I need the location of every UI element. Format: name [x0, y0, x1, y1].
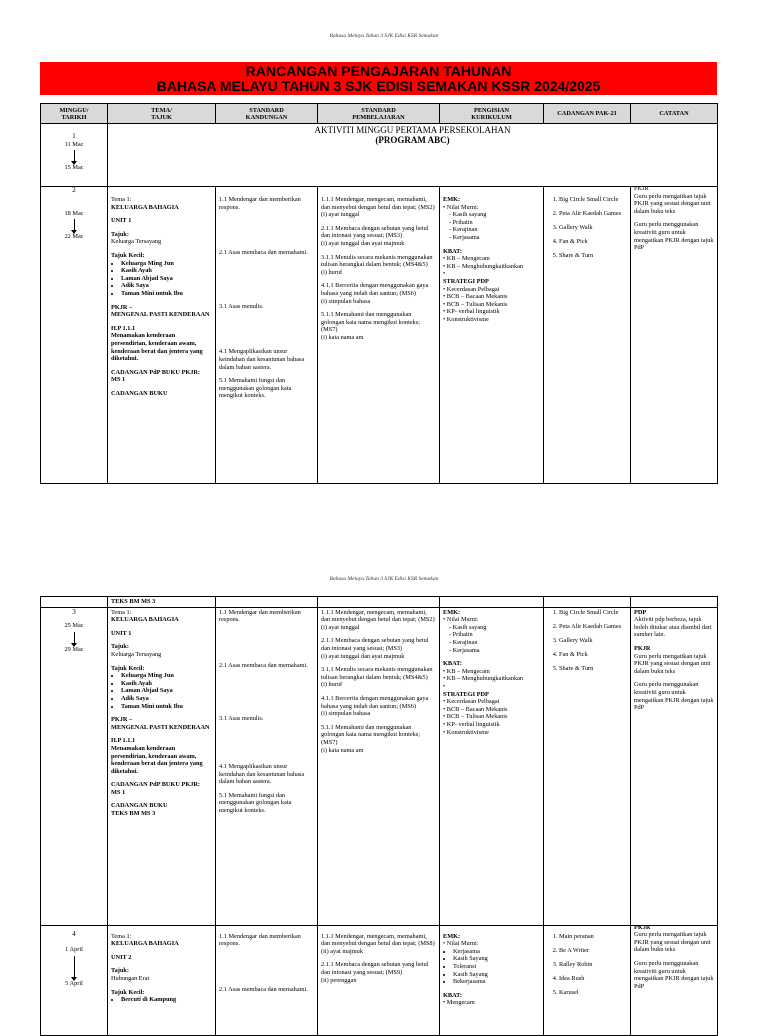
week3-pembelajaran-cell: 1.1.1 Mendengar, mengecam, memahami, dan menyebut dengan betul dan tepat; (MS2) (i) ayat tunggal 2.1.1 Membaca dengan sebutan yang betul dan intonasi yang sesuai; (MS3) (i) ayat tunggal dan ayat majmuk 3.1.1 Menulis secara mekanis menggunakan tulisan berangkai dalam bentuk; (MS4&5) (i) huruf 4.1.1 Bercerita dengan menggunakan gaya bahasa yang indah dan santun; (MS6) (i) simpulan bahasa 5.1.1 Memahami dan menggunakan golongan kata nama mengikut konteks; (MS7) (i) kata nama am — [318, 607, 440, 925]
week4-catatan-cell: PKJR Guru perlu mengaitkan tajuk PKJR yang sesuai dengan unit dalam buku teks Guru perlu menggunakan kreativiti guru untuk mengaitkan PKJR dengan tajuk PdP — [631, 925, 718, 1035]
week3-row — [41, 607, 718, 925]
plan-table-page2 — [40, 596, 718, 1036]
col-minggu: MINGGU/ TARIKH — [41, 104, 108, 124]
week3-tema-cell: Tema 1: KELUARGA BAHAGIA UNIT 1 Tajuk: Keluarga Tersayang Tajuk Kecil: • Keluarga Ming Jun • Kasih Ayah • Laman Abjad Saya • Adik Saya • Taman Mini untuk Ibu PKJR – MENGENAL PASTI KENDERAAN H.P 1.1.1 Menamakan kenderaan persendirian, kenderaan awam, kenderaan berat dan jentera yang diketahui. CADANGAN PdP BUKU PKJR: MS 1 CADANGAN BUKU TEKS BM MS 3 — [108, 607, 216, 925]
continuation-row — [41, 597, 718, 608]
week1-activity-cell: AKTIVITI MINGGU PERTAMA PERSEKOLAHAN (PROGRAM ABC) — [108, 124, 718, 187]
continuation-text: TEKS BM MS 3 — [108, 597, 216, 608]
week2-kandungan-cell: 1.1 Mendengar dan memberikan respons. 2.1 Asas membaca dan memahami. 3.1 Asas menulis. 4.1 Mengaplikasikan unsur keindahan dan kesantunan bahasa dalam bahan sastera. 5.1 Memahami fungsi dan menggunakan golongan kata mengikut konteks. — [216, 187, 318, 484]
arrow-down-icon — [74, 956, 75, 978]
week2-catatan-cell: PKJR Guru perlu mengaitkan tajuk PKJR yang sesuai dengan unit dalam buku teks Guru perlu menggunakan kreativiti guru untuk mengaitkan PKJR dengan tajuk PdP — [631, 187, 718, 484]
week2-row — [41, 187, 718, 484]
week4-pak21-cell: 1. Main peranan 2. Be A Writer 3. Ralley Robin 4. Idea Rush 5. Karusel — [544, 925, 631, 1035]
running-header: Bahasa Melayu Tahun 3 SJK Edisi KSR Semakan — [329, 33, 439, 39]
running-header-page2: Bahasa Melayu Tahun 3 SJK Edisi KSR Semakan — [329, 576, 439, 582]
week1-date-cell: 1 11 Mac 15 Mac — [41, 124, 108, 187]
week2-tema-cell: Tema 1: KELUARGA BAHAGIA UNIT 1 Tajuk: Keluarga Tersayang Tajuk Kecil: • Keluarga Ming Jun • Kasih Ayah • Laman Abjad Saya • Adik Saya • Taman Mini untuk Ibu PKJR – MENGENAL PASTI KENDERAAN H.P 1.1.1 Menamakan kenderaan persendirian, kenderaan awam, kenderaan berat dan jentera yang diketahui. CADANGAN PdP BUKU PKJR: MS 1 CADANGAN BUKU — [108, 187, 216, 484]
col-standard-kandungan: STANDARD KANDUNGAN — [216, 104, 318, 124]
week3-date-cell: 3 25 Mac 29 Mac — [41, 607, 108, 925]
col-tema: TEMA/ TAJUK — [108, 104, 216, 124]
week4-kurikulum-cell: EMK: • Nilai Murni: • Kerjasama • Kasih Sayang • Toleransi • Kasih Sayang • Bekerjasama KBAT: • Mengecam — [440, 925, 544, 1035]
arrow-down-icon — [74, 150, 75, 162]
arrow-down-icon — [74, 219, 75, 231]
week2-date-cell: 2 18 Mac 22 Mac — [41, 187, 108, 484]
week2-pak21-cell: 1. Big Circle Small Circle 2. Peta Alir Kaedah Games 3. Gallery Walk 4. Fan & Pick 5. Share & Turn — [544, 187, 631, 484]
week3-catatan-cell: PDP Aktiviti pdp berbeza, tajuk boleh ditukar atau diambil dari sumber lain. PKJR Guru perlu mengaitkan tajuk PKJR yang sesuai dengan unit dalam buku teks Guru perlu menggunakan kreativiti guru untuk mengaitkan PKJR dengan tajuk PdP — [631, 607, 718, 925]
header-row — [41, 104, 718, 124]
col-catatan: CATATAN — [631, 104, 718, 124]
week3-kandungan-cell: 1.1 Mendengar dan memberikan respons. 2.1 Asas membaca dan memahami. 3.1 Asas menulis. 4.1 Mengaplikasikan unsur keindahan dan kesantunan bahasa dalam bahan sastera. 5.1 Memahami fungsi dan menggunakan golongan kata mengikut konteks. — [216, 607, 318, 925]
week1-row — [41, 124, 718, 187]
week4-date-cell: 4 1 April 5 April — [41, 925, 108, 1035]
week3-kurikulum-cell: EMK: • Nilai Murni: - Kasih sayang - Prihatin - Kerajinan - Kerjasama KBAT: • KB – Mengecam • KB – Menghubungkaitkankan • STRATEGI PDP • Kecerdasan Pelbagai • BCB – Bacaan Mekanis • BCB – Tulisan Mekanis • KP- verbal linguistik • Konstruktivisme — [440, 607, 544, 925]
arrow-down-icon — [74, 632, 75, 644]
week4-tema-cell: Tema 1: KELUARGA BAHAGIA UNIT 2 Tajuk: Hubungan Erat Tajuk Kecil: • Bercuti di Kampung — [108, 925, 216, 1035]
week4-pembelajaran-cell: 1.1.1 Mendengar, mengecam, memahami, dan menyebut dengan betul dan tepat; (MS8) (ii) ayat majmuk 2.1.1 Membaca dengan sebutan yang betul dan intonasi yang sesuai; (MS9) (ii) perenggan — [318, 925, 440, 1035]
col-cadangan-pak21: CADANGAN PAK-21 — [544, 104, 631, 124]
title-banner — [40, 62, 717, 95]
week4-kandungan-cell: 1.1 Mendengar dan memberikan respons. 2.1 Asas membaca dan memahami. — [216, 925, 318, 1035]
col-pengisian-kurikulum: PENGISIAN KURIKULUM — [440, 104, 544, 124]
week2-pembelajaran-cell: 1.1.1 Mendengar, mengecam, memahami, dan menyebut dengan betul dan tepat; (MS2) (i) ayat tunggal 2.1.1 Membaca dengan sebutan yang betul dan intonasi yang sesuai; (MS3) (i) ayat tunggal dan ayat majmuk 3.1.1 Menulis secara mekanis menggunakan tulisan berangkai dalam bentuk; (MS4&5) (i) huruf 4.1.1 Bercerita dengan menggunakan gaya bahasa yang indah dan santun; (MS6) (i) simpulan bahasa 5.1.1 Memahami dan menggunakan golongan kata nama mengikut konteks; (MS7) (i) kata nama am — [318, 187, 440, 484]
week4-row — [41, 925, 718, 1035]
title-line-2: BAHASA MELAYU TAHUN 3 SJK EDISI SEMAKAN KSSR 2024/2025 — [156, 77, 601, 94]
week3-pak21-cell: 1. Big Circle Small Circle 2. Peta Alir Kaedah Games 3. Gallery Walk 4. Fan & Pick 5. Share & Turn — [544, 607, 631, 925]
title-line-1: RANCANGAN PENGAJARAN TAHUNAN — [245, 62, 512, 79]
col-standard-pembelajaran: STANDARD PEMBELAJARAN — [318, 104, 440, 124]
week2-kurikulum-cell: EMK: • Nilai Murni: - Kasih sayang - Prihatin - Kerajinan - Kerjasama KBAT: • KB – Mengecam • KB – Menghubungkaitkankan • STRATEGI PDP • Kecerdasan Pelbagai • BCB – Bacaan Mekanis • BCB – Tulisan Mekanis • KP- verbal linguistik • Konstruktivisme — [440, 187, 544, 484]
plan-table-page1 — [40, 103, 718, 484]
